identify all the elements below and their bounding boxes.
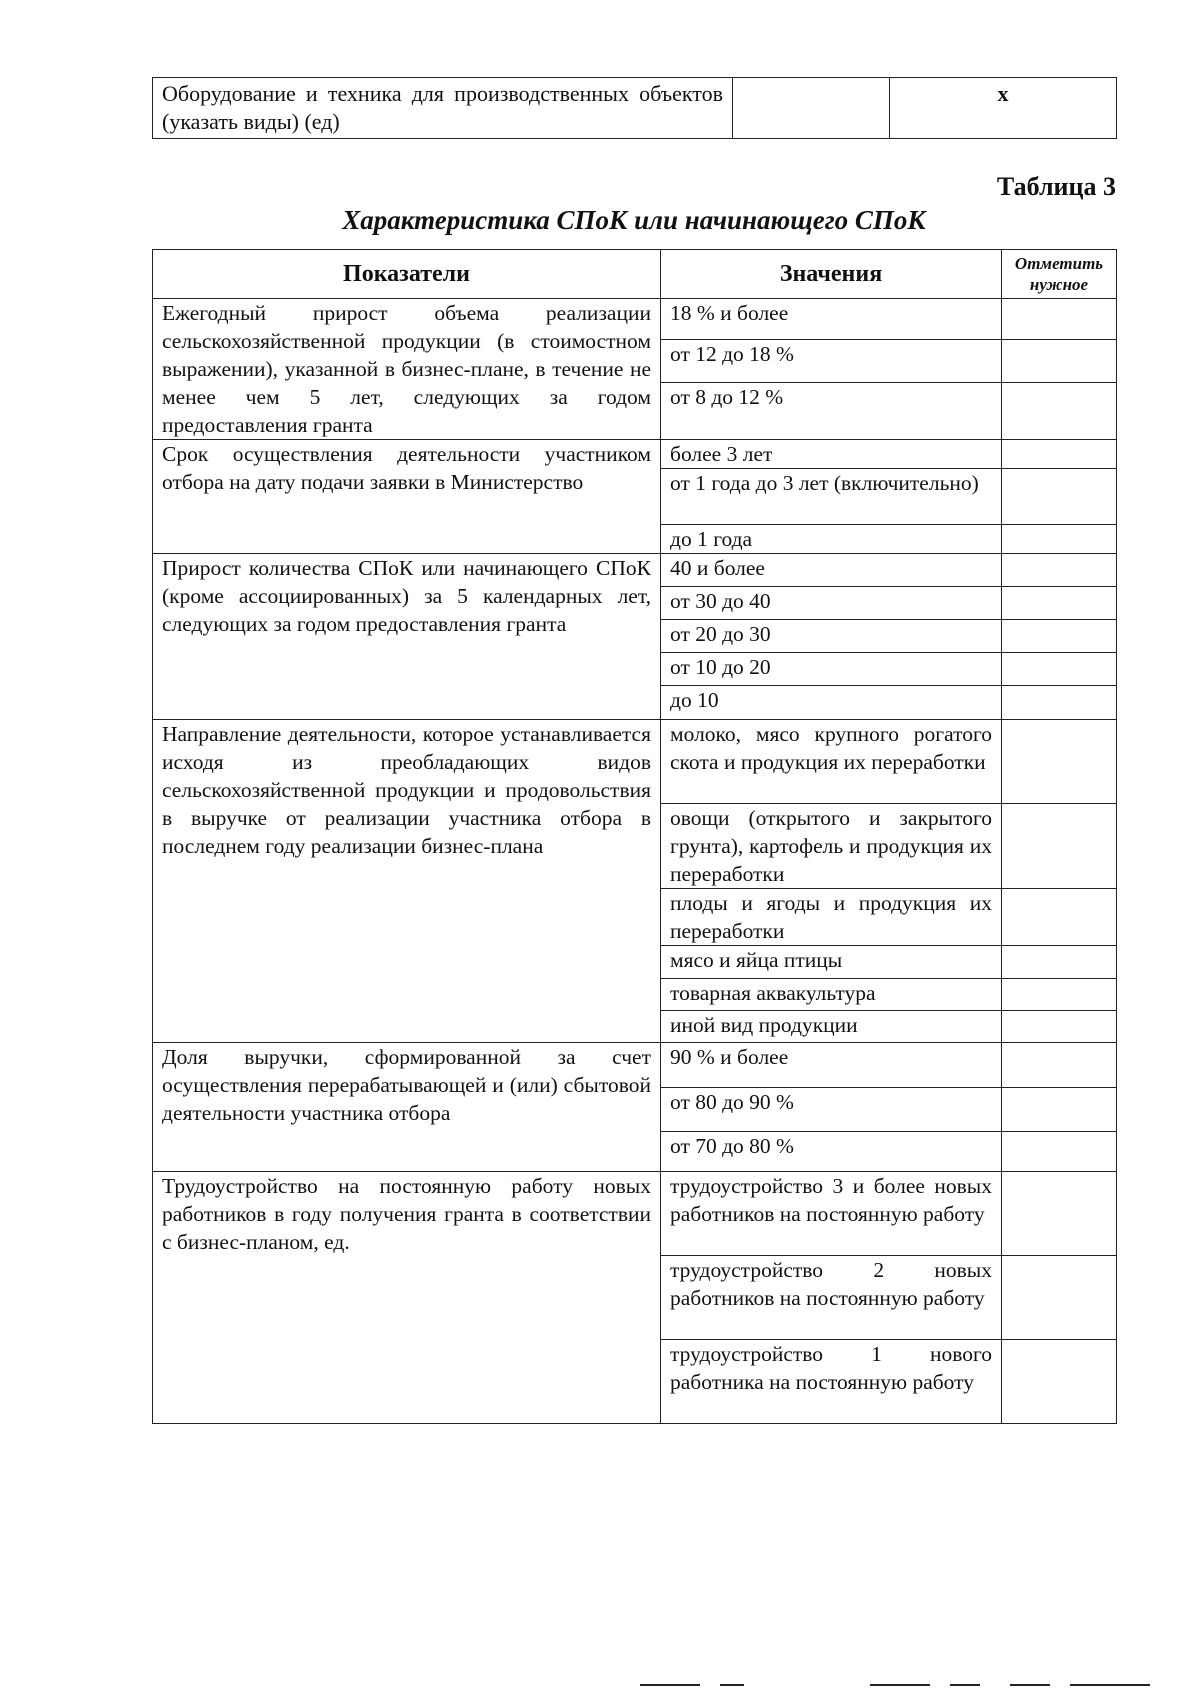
value-option-cell: трудоустройство 1 нового работника на постоянную работу [661,1340,1002,1424]
indicator-cell: Срок осуществления деятельности участником отбора на дату подачи заявки в Министерство [153,440,661,554]
value-option-cell: иной вид продукции [661,1011,1002,1043]
mark-cell[interactable] [1002,554,1117,587]
value-option-cell: трудоустройство 3 и более новых работников на постоянную работу [661,1172,1002,1256]
value-option-cell: до 1 года [661,525,1002,554]
indicator-cell: Направление деятельности, которое устанавливается исходя из преобладающих видов сельскохозяйственной продукции и продовольствия в выручке от реализации участника отбора в последнем году реализации бизнес-плана [153,720,661,1043]
mark-cell[interactable] [1002,1172,1117,1256]
value-option-cell: от 30 до 40 [661,587,1002,620]
table-row [153,1043,1117,1088]
header-indicators: Показатели [153,250,661,299]
mark-cell[interactable] [1002,1011,1117,1043]
table-number: Таблица 3 [996,172,1116,201]
value-option-cell: товарная аквакультура [661,979,1002,1011]
value-option-cell: молоко, мясо крупного рогатого скота и продукция их переработки [661,720,1002,804]
mark-cell[interactable] [1002,339,1117,382]
header-mark: Отметить нужное [1002,250,1117,299]
value-option-cell: до 10 [661,686,1002,720]
mark-cell[interactable] [1002,946,1117,979]
mark-cell[interactable] [1002,1132,1117,1172]
equipment-label: Оборудование и техника для производственных объектов (указать виды) (ед) [153,78,733,139]
mark-cell[interactable] [1002,587,1117,620]
mark-cell[interactable] [1002,720,1117,804]
mark-cell[interactable] [1002,979,1117,1011]
value-option-cell: овощи (открытого и закрытого грунта), картофель и продукция их переработки [661,804,1002,889]
mark-cell[interactable] [1002,1256,1117,1340]
value-option-cell: от 8 до 12 % [661,382,1002,439]
mark-cell[interactable] [1002,440,1117,469]
value-option-cell: от 80 до 90 % [661,1088,1002,1132]
value-option-cell: мясо и яйца птицы [661,946,1002,979]
mark-cell[interactable] [1002,525,1117,554]
scan-artifact-lines [640,1684,1180,1686]
indicator-cell: Доля выручки, сформированной за счет осуществления перерабатывающей и (или) сбытовой деятельности участника отбора [153,1043,661,1172]
value-option-cell: более 3 лет [661,440,1002,469]
equipment-mark-cell: x [890,78,1117,139]
mark-cell[interactable] [1002,382,1117,439]
table-row [153,440,1117,469]
mark-cell[interactable] [1002,1088,1117,1132]
table-body [153,299,1117,1424]
table-row [153,720,1117,804]
value-option-cell: от 12 до 18 % [661,339,1002,382]
equipment-value-cell [733,78,890,139]
mark-cell[interactable] [1002,1043,1117,1088]
mark-cell[interactable] [1002,469,1117,525]
value-option-cell: от 10 до 20 [661,653,1002,686]
mark-cell[interactable] [1002,653,1117,686]
value-option-cell: 90 % и более [661,1043,1002,1088]
value-option-cell: 40 и более [661,554,1002,587]
value-option-cell: от 70 до 80 % [661,1132,1002,1172]
table-title: Характеристика СПоК или начинающего СПоК [342,205,926,235]
table-row [153,299,1117,340]
header-values: Значения [661,250,1002,299]
indicator-cell: Прирост количества СПоК или начинающего СПоК (кроме ассоциированных) за 5 календарных лет, следующих за годом предоставления гранта [153,554,661,720]
mark-cell[interactable] [1002,299,1117,340]
equipment-table [152,77,1117,139]
table-row [153,78,1117,139]
mark-cell[interactable] [1002,1340,1117,1424]
mark-cell[interactable] [1002,889,1117,946]
value-option-cell: плоды и ягоды и продукция их переработки [661,889,1002,946]
value-option-cell: трудоустройство 2 новых работников на постоянную работу [661,1256,1002,1340]
table-row [153,1172,1117,1256]
value-option-cell: от 1 года до 3 лет (включительно) [661,469,1002,525]
table-row [153,554,1117,587]
mark-cell[interactable] [1002,686,1117,720]
spok-characteristics-table [152,249,1117,1424]
indicator-cell: Трудоустройство на постоянную работу новых работников в году получения гранта в соответствии с бизнес-планом, ед. [153,1172,661,1424]
mark-cell[interactable] [1002,620,1117,653]
value-option-cell: от 20 до 30 [661,620,1002,653]
table-header-row [153,250,1117,299]
mark-cell[interactable] [1002,804,1117,889]
value-option-cell: 18 % и более [661,299,1002,340]
indicator-cell: Ежегодный прирост объема реализации сельскохозяйственной продукции (в стоимостном выражении), указанной в бизнес-плане, в течение не менее чем 5 лет, следующих за годом предоставления гранта [153,299,661,440]
